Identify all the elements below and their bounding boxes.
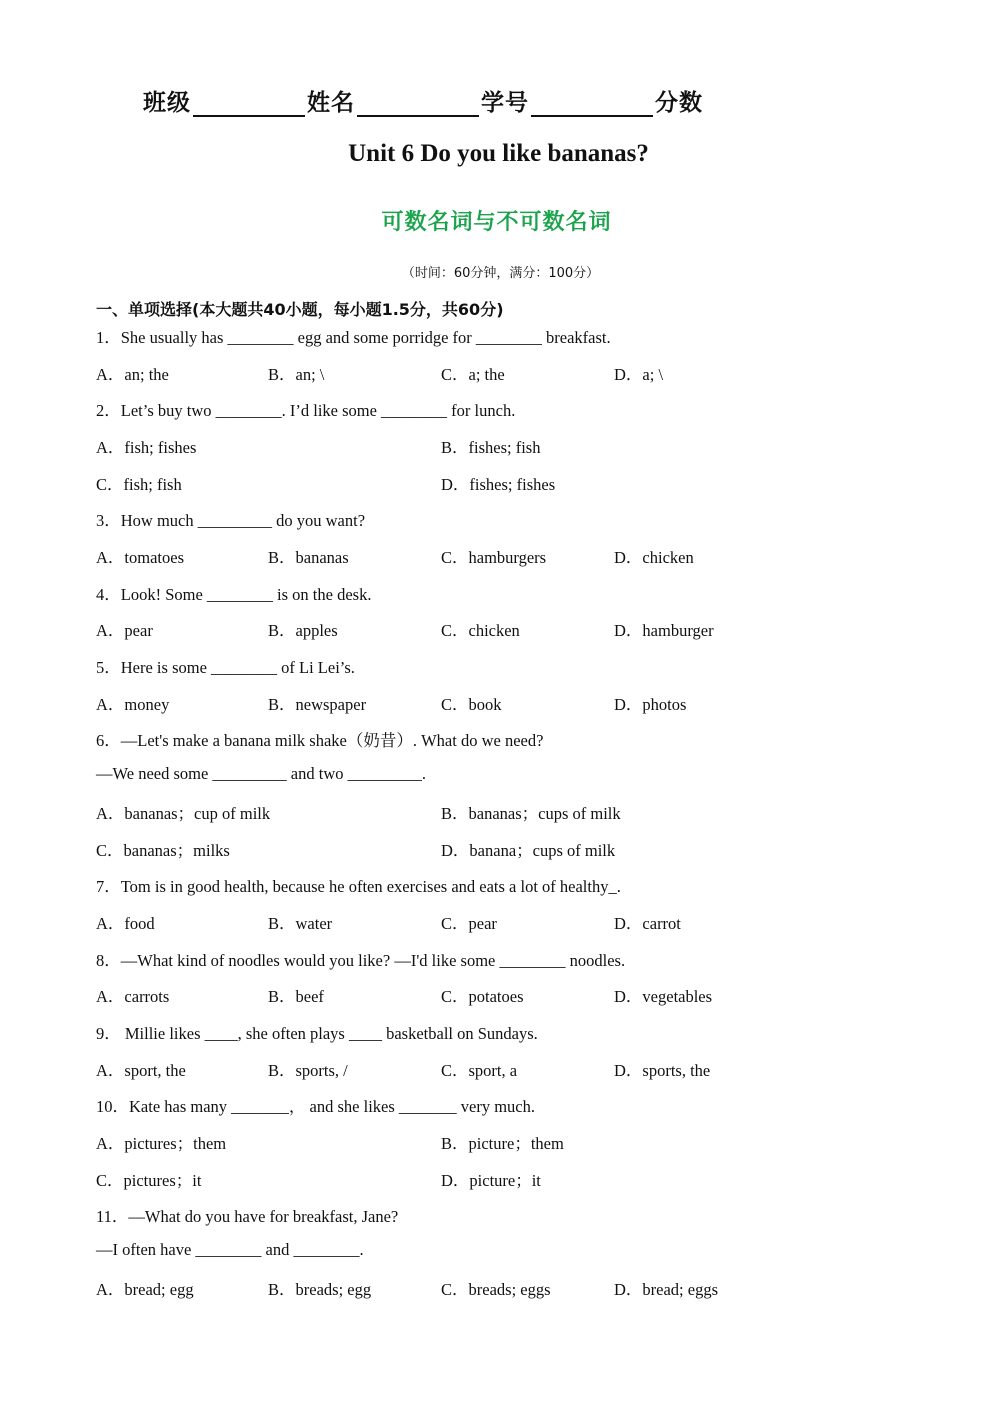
q1-option-d: D．a; \ <box>614 365 664 384</box>
q2-option-b: B．fishes; fish <box>441 438 541 457</box>
q7-option-a: A．food <box>96 914 155 933</box>
q4-option-d: D．hamburger <box>614 621 714 640</box>
q10-option-c: C．pictures；it <box>96 1171 202 1190</box>
question-1-stem: 1．She usually has ________ egg and some porridge for ________ breakfast. <box>96 328 611 347</box>
q11-option-a: A．bread; egg <box>96 1280 194 1299</box>
q3-option-d: D．chicken <box>614 548 694 567</box>
q6-option-b: B．bananas；cups of milk <box>441 804 621 823</box>
question-11-stem-line-2: —I often have ________ and ________. <box>96 1240 364 1259</box>
q11-option-b: B．breads; egg <box>268 1280 372 1299</box>
question-4-stem: 4．Look! Some ________ is on the desk. <box>96 585 372 604</box>
question-11-stem: 11．—What do you have for breakfast, Jane? <box>96 1207 399 1226</box>
q6-option-d: D．banana；cups of milk <box>441 841 616 860</box>
time-and-score-note: （时间：60分钟，满分：100分） <box>401 266 600 281</box>
score-label: 分数 <box>655 89 703 116</box>
q4-option-a: A．pear <box>96 621 153 640</box>
question-5-stem: 5．Here is some ________ of Li Lei’s. <box>96 658 355 677</box>
q5-option-c: C．book <box>441 695 502 714</box>
student-id-label: 学号 <box>481 89 529 116</box>
unit-title: Unit 6 Do you like bananas? <box>348 140 649 167</box>
question-7-stem: 7．Tom is in good health, because he often exercises and eats a lot of healthy_. <box>96 877 621 896</box>
question-6-stem: 6．—Let's make a banana milk shake（奶昔）. What do we need? <box>96 731 544 750</box>
q10-option-d: D．picture；it <box>441 1171 541 1190</box>
q7-option-b: B．water <box>268 914 333 933</box>
q9-option-d: D．sports, the <box>614 1061 711 1080</box>
q1-option-c: C．a; the <box>441 365 505 384</box>
q1-option-b: B．an; \ <box>268 365 325 384</box>
q10-option-b: B．picture；them <box>441 1134 564 1153</box>
class-blank <box>193 91 305 117</box>
q11-option-c: C．breads; eggs <box>441 1280 551 1299</box>
q5-option-b: B．newspaper <box>268 695 367 714</box>
question-10-stem: 10．Kate has many _______， and she likes _______ very much. <box>96 1097 536 1116</box>
q8-option-d: D．vegetables <box>614 987 713 1006</box>
q8-option-b: B．beef <box>268 987 324 1006</box>
question-6-stem-line-2: —We need some _________ and two _________. <box>96 764 426 783</box>
q8-option-a: A．carrots <box>96 987 170 1006</box>
q2-option-d: D．fishes; fishes <box>441 475 556 494</box>
name-label: 姓名 <box>307 89 355 116</box>
q5-option-d: D．photos <box>614 695 687 714</box>
section-heading: 一、单项选择(本大题共40小题，每小题1.5分，共60分) <box>96 300 504 319</box>
q1-option-a: A．an; the <box>96 365 169 384</box>
name-blank <box>357 91 479 117</box>
q9-option-b: B．sports, / <box>268 1061 348 1080</box>
student-info-line <box>143 84 703 117</box>
q6-option-c: C．bananas；milks <box>96 841 230 860</box>
q9-option-a: A．sport, the <box>96 1061 186 1080</box>
q5-option-a: A．money <box>96 695 170 714</box>
student-id-blank <box>531 91 653 117</box>
q7-option-c: C．pear <box>441 914 497 933</box>
q3-option-c: C．hamburgers <box>441 548 547 567</box>
class-label: 班级 <box>143 89 191 116</box>
q9-option-c: C．sport, a <box>441 1061 518 1080</box>
q2-option-c: C．fish; fish <box>96 475 182 494</box>
q3-option-b: B．bananas <box>268 548 349 567</box>
q11-option-d: D．bread; eggs <box>614 1280 719 1299</box>
q2-option-a: A．fish; fishes <box>96 438 197 457</box>
q4-option-b: B．apples <box>268 621 338 640</box>
q6-option-a: A．bananas；cup of milk <box>96 804 271 823</box>
q4-option-c: C．chicken <box>441 621 520 640</box>
q8-option-c: C．potatoes <box>441 987 524 1006</box>
question-9-stem: 9． Millie likes ____, she often plays ____ basketball on Sundays. <box>96 1024 538 1043</box>
q3-option-a: A．tomatoes <box>96 548 184 567</box>
topic-subtitle: 可数名词与不可数名词 <box>381 210 612 235</box>
q7-option-d: D．carrot <box>614 914 681 933</box>
question-3-stem: 3．How much _________ do you want? <box>96 511 366 530</box>
question-8-stem: 8．—What kind of noodles would you like? —I'd like some ________ noodles. <box>96 951 626 970</box>
question-2-stem: 2．Let’s buy two ________. I’d like some ________ for lunch. <box>96 401 516 420</box>
q10-option-a: A．pictures；them <box>96 1134 227 1153</box>
